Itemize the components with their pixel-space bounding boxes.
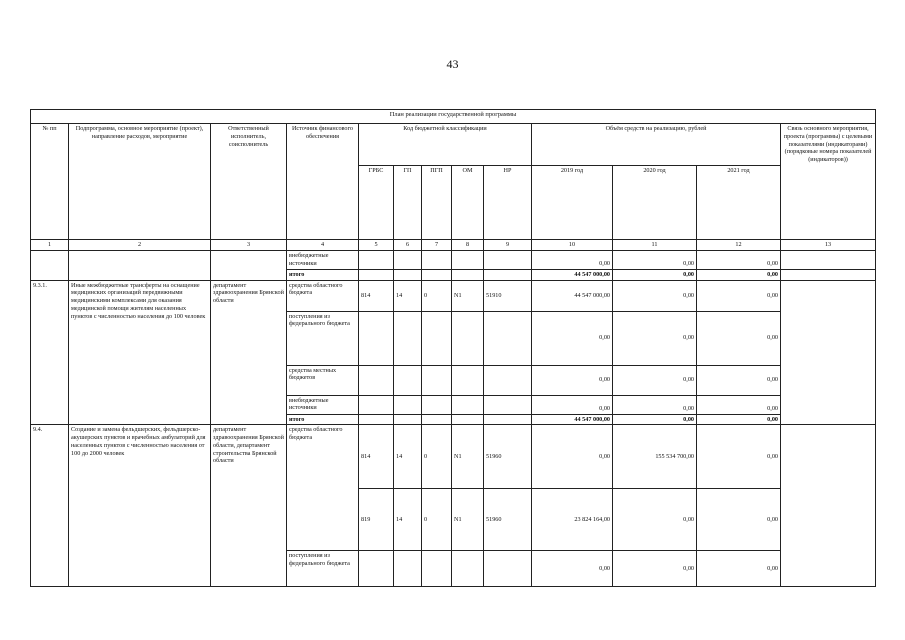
col-number: 9	[484, 240, 532, 251]
header-om: ОМ	[452, 166, 484, 240]
activity-name: Иные межбюджетные трансферты на оснащение медицинских организаций передвижными медицинскими комплексами для оказания медицинской помощи жителям населенных пунктов с численностью населения до 100 человек	[69, 280, 211, 425]
gp-cell: 14	[394, 425, 422, 489]
value-2021: 0,00	[697, 311, 781, 365]
header-num: № пп	[31, 124, 69, 240]
col-number: 1	[31, 240, 69, 251]
gp-cell: 14	[394, 280, 422, 311]
page-number: 43	[446, 57, 459, 71]
header-2020: 2020 год	[613, 166, 697, 240]
value-2019: 0,00	[532, 311, 613, 365]
value-2019: 0,00	[532, 425, 613, 489]
value-2021: 0,00	[697, 395, 781, 414]
col-number: 7	[422, 240, 452, 251]
value-2019: 0,00	[532, 365, 613, 395]
value-2020: 0,00	[613, 311, 697, 365]
header-np: НР	[484, 166, 532, 240]
value-2020: 0,00	[613, 414, 697, 425]
col-number: 6	[394, 240, 422, 251]
value-2019: 44 547 000,00	[532, 280, 613, 311]
col-number: 13	[781, 240, 876, 251]
col-number: 8	[452, 240, 484, 251]
pgp-cell: 0	[422, 425, 452, 489]
grbs-cell: 814	[359, 280, 394, 311]
value-2021: 0,00	[697, 365, 781, 395]
source-cell: итого	[287, 414, 359, 425]
col-number: 5	[359, 240, 394, 251]
value-2020: 0,00	[613, 269, 697, 280]
grbs-cell: 814	[359, 425, 394, 489]
gp-cell: 14	[394, 489, 422, 551]
executor-cell: департамент здравоохранения Брянской области, департамент строительства Брянской области	[211, 425, 287, 587]
source-cell: внебюджетные источники	[287, 250, 359, 269]
value-2019: 0,00	[532, 250, 613, 269]
value-2019: 0,00	[532, 551, 613, 587]
source-cell: средства местных бюджетов	[287, 365, 359, 395]
value-2020: 0,00	[613, 395, 697, 414]
source-cell: итого	[287, 269, 359, 280]
header-2021: 2021 год	[697, 166, 781, 240]
col-number: 10	[532, 240, 613, 251]
header-link: Связь основного мероприятия, проекта (программы) с целевыми показателями (индикаторами) (порядковые номера показателей (индикаторов))	[781, 124, 876, 240]
header-executor: Ответственный исполнитель, соисполнитель	[211, 124, 287, 240]
value-2021: 0,00	[697, 414, 781, 425]
np-cell: 51910	[484, 280, 532, 311]
row-number: 9.4.	[31, 425, 69, 587]
table-row	[31, 280, 876, 311]
value-2019: 44 547 000,00	[532, 269, 613, 280]
col-number: 12	[697, 240, 781, 251]
header-grbs: ГРБС	[359, 166, 394, 240]
col-number: 2	[69, 240, 211, 251]
value-2020: 0,00	[613, 250, 697, 269]
value-2019: 44 547 000,00	[532, 414, 613, 425]
program-plan-table	[30, 109, 876, 587]
value-2021: 0,00	[697, 425, 781, 489]
np-cell: 51960	[484, 425, 532, 489]
grbs-cell: 819	[359, 489, 394, 551]
col-number: 4	[287, 240, 359, 251]
table-caption: План реализации государственной программы	[31, 110, 876, 124]
value-2021: 0,00	[697, 250, 781, 269]
header-2019: 2019 год	[532, 166, 613, 240]
executor-cell: департамент здравоохранения Брянской области	[211, 280, 287, 425]
col-number: 11	[613, 240, 697, 251]
pgp-cell: 0	[422, 280, 452, 311]
table-row	[31, 250, 876, 269]
source-cell: поступления из федерального бюджета	[287, 551, 359, 587]
source-cell: внебюджетные источники	[287, 395, 359, 414]
value-2020: 0,00	[613, 551, 697, 587]
value-2020: 0,00	[613, 280, 697, 311]
value-2020: 155 534 700,00	[613, 425, 697, 489]
table-row	[31, 425, 876, 489]
om-cell: N1	[452, 280, 484, 311]
source-cell: поступления из федерального бюджета	[287, 311, 359, 365]
om-cell: N1	[452, 425, 484, 489]
source-cell: средства областного бюджета	[287, 425, 359, 551]
header-subprogram: Подпрограмма, основное мероприятие (проект), направление расходов, мероприятие	[69, 124, 211, 240]
value-2019: 23 824 164,00	[532, 489, 613, 551]
row-number: 9.3.1.	[31, 280, 69, 425]
np-cell: 51960	[484, 489, 532, 551]
activity-name: Создание и замена фельдшерских, фельдшерско-акушерских пунктов и врачебных амбулаторий для населенных пунктов с численностью населения от 100 до 2000 человек	[69, 425, 211, 587]
header-gp: ГП	[394, 166, 422, 240]
header-pgp: ПГП	[422, 166, 452, 240]
value-2019: 0,00	[532, 395, 613, 414]
header-volume: Объём средств на реализацию, рублей	[532, 124, 781, 166]
pgp-cell: 0	[422, 489, 452, 551]
value-2020: 0,00	[613, 365, 697, 395]
header-budget-code: Код бюджетной классификации	[359, 124, 532, 166]
om-cell: N1	[452, 489, 484, 551]
value-2020: 0,00	[613, 489, 697, 551]
col-number: 3	[211, 240, 287, 251]
value-2021: 0,00	[697, 269, 781, 280]
value-2021: 0,00	[697, 551, 781, 587]
source-cell: средства областного бюджета	[287, 280, 359, 311]
header-source: Источник финансового обеспечения	[287, 124, 359, 240]
value-2021: 0,00	[697, 280, 781, 311]
value-2021: 0,00	[697, 489, 781, 551]
